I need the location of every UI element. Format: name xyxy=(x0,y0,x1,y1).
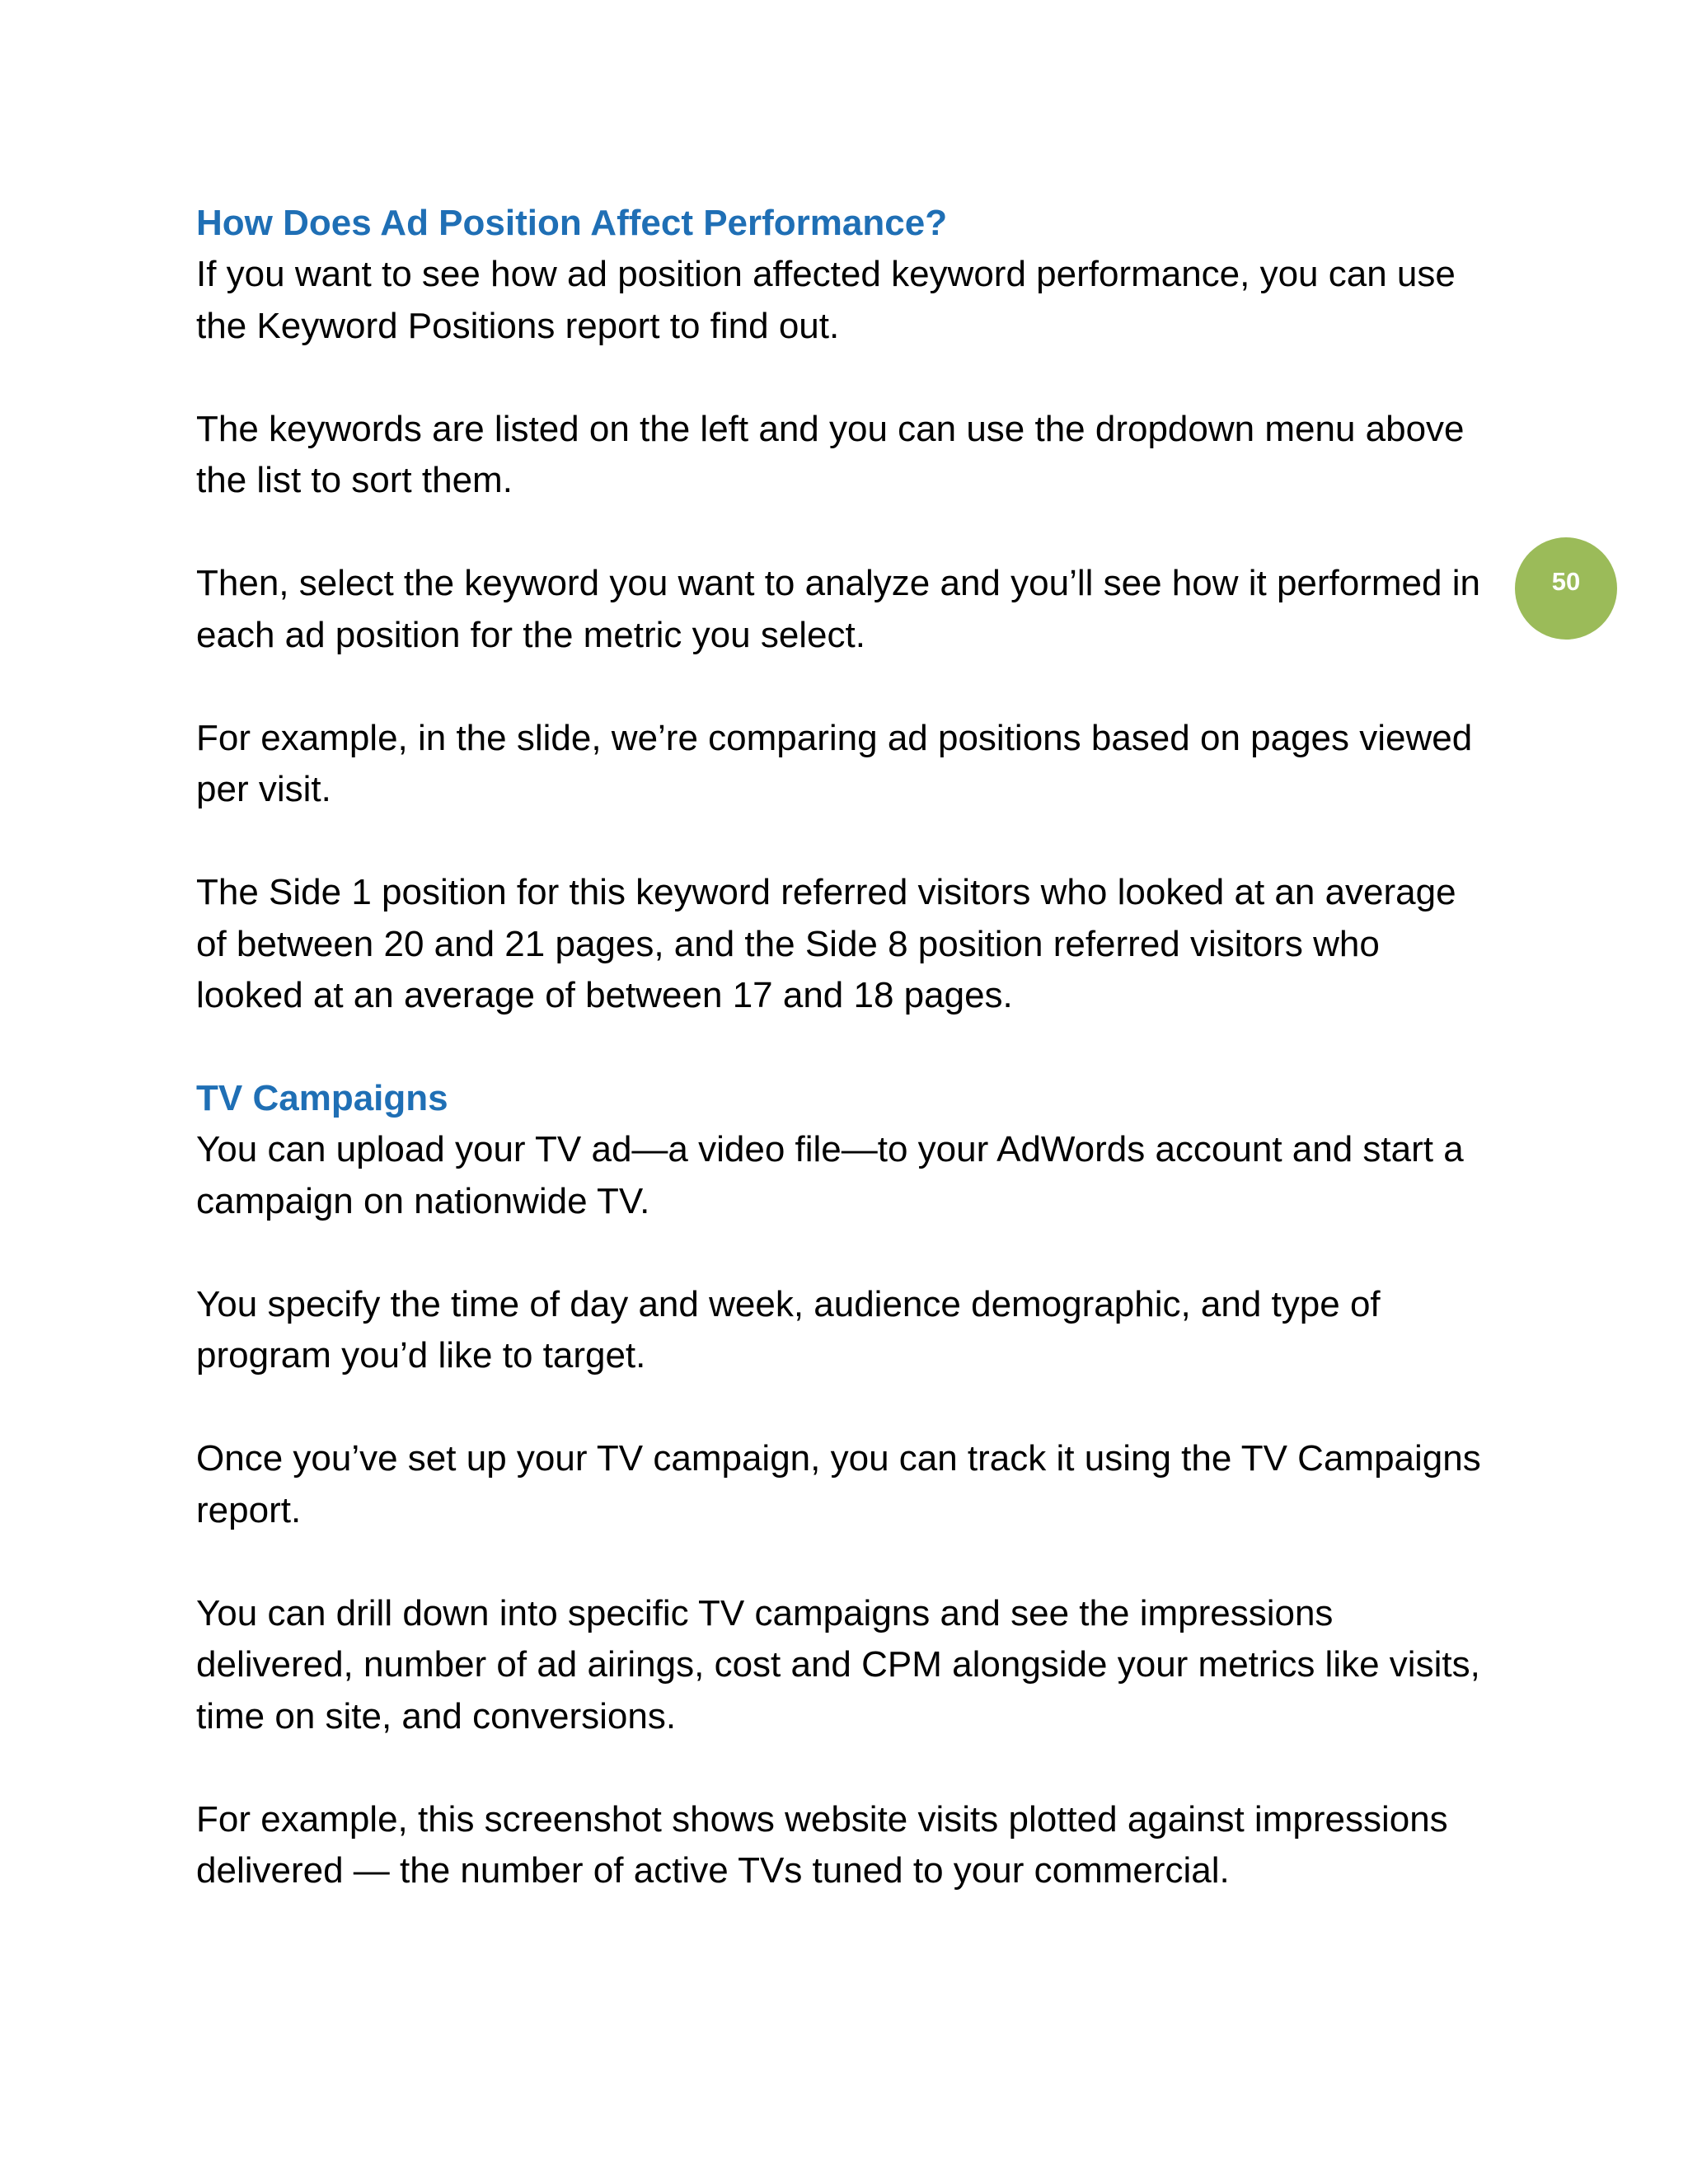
page-content xyxy=(196,198,1482,1948)
section-heading-tv-campaigns: TV Campaigns xyxy=(196,1078,448,1118)
paragraph: Once you’ve set up your TV campaign, you can track it using the TV Campaigns report. xyxy=(196,1438,1481,1530)
section-heading-ad-position: How Does Ad Position Affect Performance? xyxy=(196,203,948,243)
paragraph: Then, select the keyword you want to analyze and you’ll see how it performed in each ad position for the metric you select. xyxy=(196,563,1480,655)
paragraph: The keywords are listed on the left and you can use the dropdown menu above the list to sort them. xyxy=(196,408,1465,500)
paragraph: You can drill down into specific TV campaigns and see the impressions delivered, number of ad airings, cost and CPM alongside your metrics like visits, time on site, and conversions. xyxy=(196,1592,1480,1736)
paragraph: For example, this screenshot shows website visits plotted against impressions delivered — the number of active TVs tuned to your commercial. xyxy=(196,1798,1448,1891)
paragraph: For example, in the slide, we’re comparing ad positions based on pages viewed per visit. xyxy=(196,717,1473,809)
paragraph: If you want to see how ad position affected keyword performance, you can use the Keyword Positions report to find out. xyxy=(196,254,1456,346)
paragraph: You specify the time of day and week, audience demographic, and type of program you’d like to target. xyxy=(196,1283,1381,1376)
paragraph: The Side 1 position for this keyword referred visitors who looked at an average of between 20 and 21 pages, and the Side 8 position referred visitors who looked at an average of between 17 and 18 pages. xyxy=(196,872,1456,1015)
paragraph: You can upload your TV ad—a video file—to your AdWords account and start a campaign on nationwide TV. xyxy=(196,1129,1464,1221)
page-number-badge: 50 xyxy=(1515,537,1617,640)
